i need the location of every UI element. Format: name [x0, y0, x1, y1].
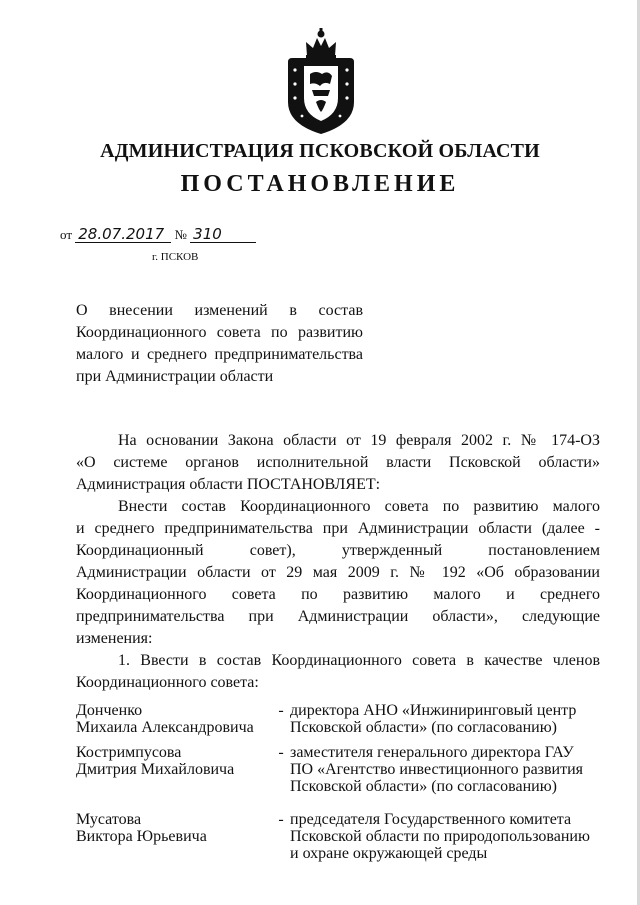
body-line: 1. Ввести в состав Координационного совета в качестве членов — [118, 652, 600, 669]
member-given-name: Михаила Александровича — [76, 719, 254, 736]
resolution-subject — [76, 300, 363, 388]
body-line: Координационного совета по развитию малого и среднего — [76, 586, 600, 603]
member-role — [290, 702, 600, 736]
date-number-line — [60, 226, 256, 243]
body-line: Администрация области ПОСТАНОВЛЯЕТ: — [76, 476, 381, 493]
role-line: председателя Государственного комитета — [290, 811, 572, 828]
member-role — [290, 744, 600, 795]
member-given-name: Дмитрия Михайловича — [76, 761, 235, 778]
member-name — [76, 702, 272, 736]
member-role — [290, 811, 600, 862]
basis-paragraph — [76, 430, 600, 496]
body-line: предпринимательства при Администрации области», следующие — [76, 608, 600, 625]
member-entry — [76, 811, 600, 862]
role-line: Псковской области по природопользованию — [290, 828, 590, 845]
body-line: Координационного совета: — [76, 674, 259, 691]
body-line: На основании Закона области от 19 февраля 2002 г. № 174-ОЗ — [118, 432, 600, 449]
body-line: Администрации области от 29 мая 2009 г. № 192 «Об образовании — [76, 564, 600, 581]
body-line: изменения: — [76, 630, 153, 647]
number-prefix: № — [174, 227, 187, 242]
item-1-paragraph — [76, 650, 600, 694]
member-surname: Костримпусова — [76, 744, 182, 761]
document-type-title: ПОСТАНОВЛЕНИЕ — [180, 171, 460, 197]
handwritten-date: 28.07.2017 — [75, 226, 171, 243]
role-line: Псковской области» (по согласованию) — [290, 719, 557, 736]
body-line: Координационный совет), утвержденный постановлением — [76, 542, 600, 559]
role-line: директора АНО «Инжиниринговый центр — [290, 702, 577, 719]
role-line: и охране окружающей среды — [290, 845, 488, 862]
member-entry — [76, 744, 600, 795]
subject-line: малого и среднего предпринимательства — [76, 346, 363, 363]
handwritten-number: 310 — [190, 226, 256, 243]
member-surname: Донченко — [76, 702, 143, 719]
member-dash: - — [278, 702, 284, 719]
member-name — [76, 744, 272, 795]
body-line: и среднего предпринимательства при Администрации области (далее - — [76, 520, 600, 537]
subject-line: при Администрации области — [76, 368, 274, 385]
body-line: Внести состав Координационного совета по развитию малого — [118, 498, 600, 515]
body-line: «О системе органов исполнительной власти Псковской области» — [76, 454, 600, 471]
members-list — [76, 702, 600, 870]
coat-of-arms-emblem — [282, 26, 360, 136]
date-prefix: от — [60, 227, 73, 242]
member-given-name: Виктора Юрьевича — [76, 828, 207, 845]
subject-line: О внесении изменений в состав — [76, 302, 363, 319]
city-label: г. ПСКОВ — [152, 251, 199, 263]
member-entry — [76, 702, 600, 736]
role-line: Псковской области» (по согласованию) — [290, 778, 557, 795]
intro-paragraph — [76, 496, 600, 650]
organization-title: АДМИНИСТРАЦИЯ ПСКОВСКОЙ ОБЛАСТИ — [100, 140, 540, 162]
member-surname: Мусатова — [76, 811, 142, 828]
subject-line: Координационного совета по развитию — [76, 324, 363, 341]
member-dash: - — [278, 811, 284, 828]
role-line: заместителя генерального директора ГАУ — [290, 744, 574, 761]
member-dash: - — [278, 744, 284, 761]
resolution-body — [76, 430, 600, 694]
role-line: ПО «Агентство инвестиционного развития — [290, 761, 584, 778]
member-name — [76, 811, 272, 862]
